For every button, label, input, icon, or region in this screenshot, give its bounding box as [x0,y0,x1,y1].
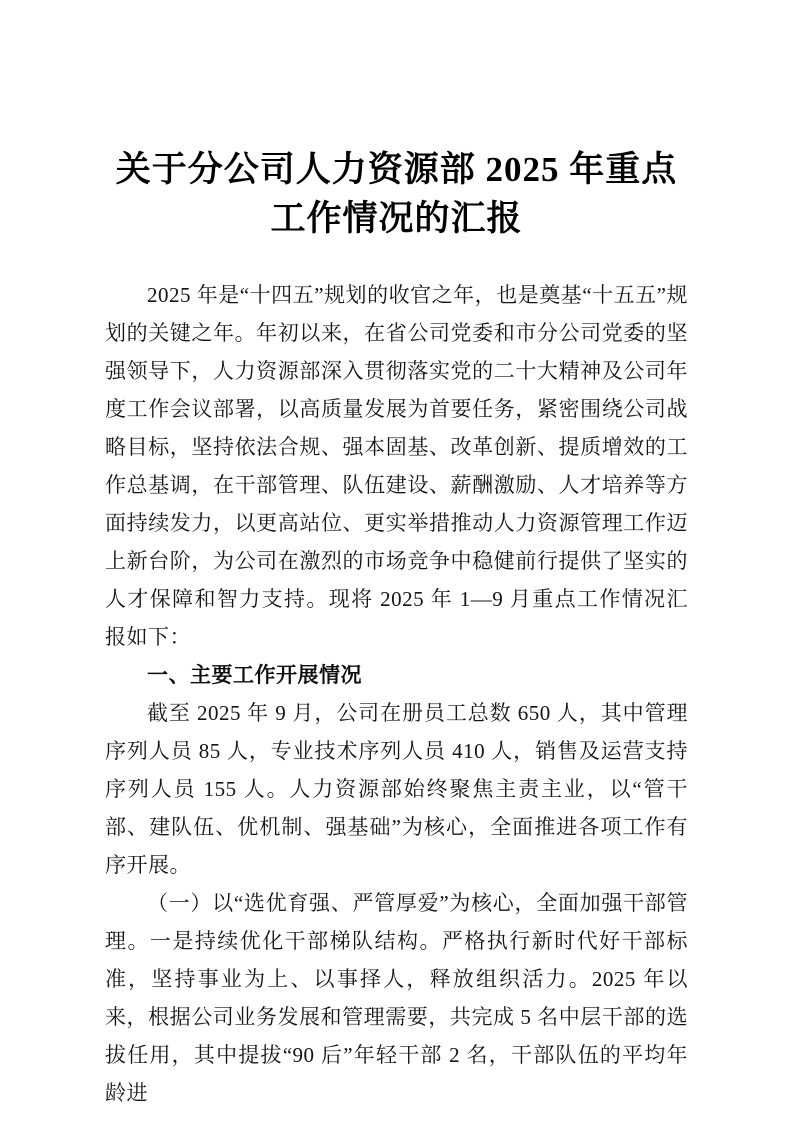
paragraph-cadre-management: （一）以“选优育强、严管厚爱”为核心，全面加强干部管理。一是持续优化干部梯队结构。严格执行新时代好干部标准，坚持事业为上、以事择人，释放组织活力。2025 年以来，根据公司业务发展和管理需要，共完成 5 名中层干部的选拔任用，其中提拔“90 后”年轻干部 2 名，干部队伍的平均年龄进 [105,891,688,1105]
document-title [105,145,688,243]
document-title-line-1: 关于分公司人力资源部 2025 年重点 [115,150,678,189]
section-heading-main-work: 一、主要工作开展情况 [147,663,362,687]
paragraph-intro: 2025 年是“十四五”规划的收官之年，也是奠基“十五五”规划的关键之年。年初以来，在省公司党委和市分公司党委的坚强领导下，人力资源部深入贯彻落实党的二十大精神及公司年度工作会议部署，以高质量发展为首要任务，紧密围绕公司战略目标，坚持依法合规、强本固基、改革创新、提质增效的工作总基调，在干部管理、队伍建设、薪酬激励、人才培养等方面持续发力，以更高站位、更实举措推动人力资源管理工作迈上新台阶，为公司在激烈的市场竞争中稳健前行提供了坚实的人才保障和智力支持。现将 2025 年 1—9 月重点工作情况汇报如下： [105,283,688,649]
document-title-line-2: 工作情况的汇报 [270,199,523,238]
paragraph-staff-overview: 截至 2025 年 9 月，公司在册员工总数 650 人，其中管理序列人员 85 人，专业技术序列人员 410 人，销售及运营支持序列人员 155 人。人力资源部始终聚焦主责主业，以“管干部、建队伍、优机制、强基础”为核心，全面推进各项工作有序开展。 [105,701,688,877]
